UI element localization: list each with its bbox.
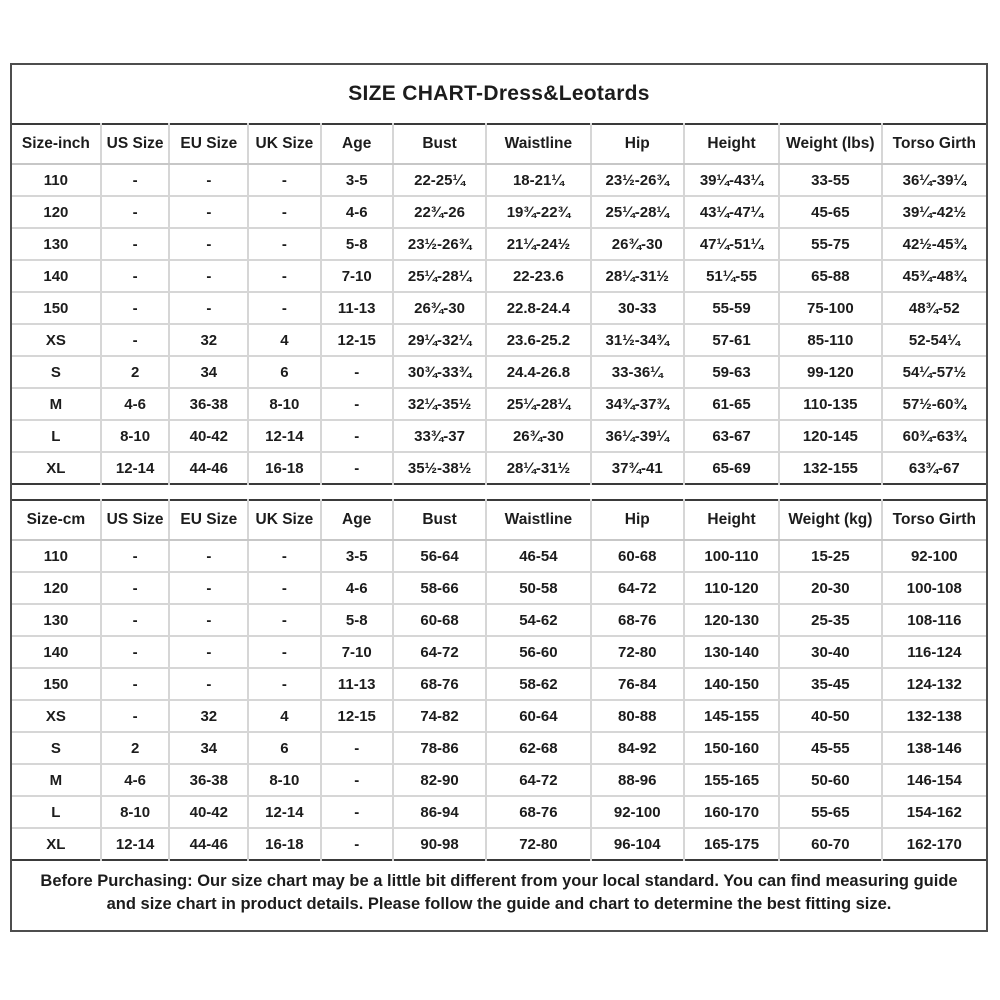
table-cell: 140-150 <box>684 668 779 700</box>
table-cell: 29¼-32¼ <box>393 324 486 356</box>
table-cell: 110 <box>43 171 68 189</box>
table-cell: - <box>248 292 320 324</box>
table-cell: 32¼-35½ <box>393 388 486 420</box>
column-header: Weight (kg) <box>779 500 882 540</box>
table-cell: 19¾-22¾ <box>486 196 590 228</box>
table-cell: 37¾-41 <box>591 452 684 484</box>
table-cell: - <box>169 604 248 636</box>
column-header: Hip <box>591 124 684 164</box>
table-cell: 56-64 <box>393 540 486 572</box>
column-header: Size-cm <box>12 500 101 540</box>
table-cell: 30-33 <box>591 292 684 324</box>
column-header: Bust <box>393 500 486 540</box>
table-cell: - <box>248 260 320 292</box>
table-cell: 60-68 <box>393 604 486 636</box>
table-cell: 100-110 <box>684 540 779 572</box>
table-cell: - <box>101 572 170 604</box>
table-cell: 36¼-39¼ <box>882 164 986 196</box>
table-cell: M <box>12 388 101 420</box>
table-cell: - <box>321 732 393 764</box>
table-cell: 64-72 <box>393 636 486 668</box>
table-cell: - <box>248 668 320 700</box>
table-row <box>12 324 986 356</box>
table-cell: 68-76 <box>591 604 684 636</box>
table-cell: 160-170 <box>684 796 779 828</box>
table-cell: 132-155 <box>779 452 882 484</box>
table-row <box>12 420 986 452</box>
table-cell: 45-65 <box>779 196 882 228</box>
purchase-note: Before Purchasing: Our size chart may be a little bit different from your local standard. You can find measuring guide and size chart in product details. Please follow the guide and chart to determine the best fitting size. <box>40 872 958 914</box>
table-cell: L <box>12 420 101 452</box>
table-cell: XL <box>12 452 101 484</box>
table-cell: - <box>169 228 248 260</box>
table-cell: - <box>101 292 170 324</box>
table-cell: 11-13 <box>321 668 393 700</box>
table-cell: 60-68 <box>591 540 684 572</box>
table-cell: - <box>101 700 170 732</box>
table-cell: 30¾-33¾ <box>393 356 486 388</box>
table-cell: 22.8-24.4 <box>486 292 590 324</box>
table-row <box>12 668 986 700</box>
table-cell: 26¾-30 <box>393 292 486 324</box>
column-header: Height <box>684 500 779 540</box>
size-table-inch <box>12 123 986 485</box>
table-cell: M <box>12 764 101 796</box>
table-cell: S <box>12 732 101 764</box>
table-cell: 6 <box>248 356 320 388</box>
table-cell: - <box>101 636 170 668</box>
table-cell: 33-55 <box>779 164 882 196</box>
table-row <box>12 452 986 484</box>
table-cell: - <box>169 636 248 668</box>
table-cell: - <box>248 636 320 668</box>
table-cell: 23.6-25.2 <box>486 324 590 356</box>
table-cell: 57-61 <box>684 324 779 356</box>
table-cell: 120-145 <box>779 420 882 452</box>
table-cell: - <box>321 356 393 388</box>
table-cell: 47¼-51¼ <box>684 228 779 260</box>
table-cell: XS <box>12 324 101 356</box>
table-cell: 84-92 <box>591 732 684 764</box>
table-cell: 8-10 <box>248 764 320 796</box>
table-cell: 90-98 <box>393 828 486 860</box>
table-cell: 28¼-31½ <box>486 452 590 484</box>
table-cell: - <box>101 260 170 292</box>
table-cell: 63¾-67 <box>882 452 986 484</box>
table-row <box>12 196 986 228</box>
table-cell: 31½-34¾ <box>591 324 684 356</box>
table-cell: 22¾-26 <box>393 196 486 228</box>
column-header: EU Size <box>169 124 248 164</box>
table-cell: 150-160 <box>684 732 779 764</box>
table-cell: 150 <box>12 668 101 700</box>
table-cell: 6 <box>248 732 320 764</box>
column-header: Waistline <box>486 500 590 540</box>
table-cell: - <box>101 540 170 572</box>
table-cell: 33¾-37 <box>393 420 486 452</box>
table-cell: 110-135 <box>779 388 882 420</box>
table-cell: 39¼-42½ <box>882 196 986 228</box>
table-row <box>12 732 986 764</box>
table-cell: - <box>101 324 170 356</box>
table-cell: 12-15 <box>321 324 393 356</box>
table-cell: 130 <box>12 604 101 636</box>
table-cell: 48¾-52 <box>882 292 986 324</box>
table-cell: 58-62 <box>486 668 590 700</box>
table-cell: 25¼-28¼ <box>591 196 684 228</box>
table-cell: 130 <box>12 228 101 260</box>
table-cell: 75-100 <box>779 292 882 324</box>
table-cell: - <box>321 828 393 860</box>
table-cell: 36-38 <box>169 764 248 796</box>
table-cell: 51¼-55 <box>684 260 779 292</box>
table-cell: - <box>101 164 170 196</box>
column-header: Torso Girth <box>882 500 986 540</box>
table-cell: - <box>248 228 320 260</box>
table-cell: 30-40 <box>779 636 882 668</box>
column-header: Age <box>321 500 393 540</box>
table-cell: 68-76 <box>486 796 590 828</box>
column-header: UK Size <box>248 124 320 164</box>
table-cell: 35-45 <box>779 668 882 700</box>
table-cell: 3-5 <box>321 540 393 572</box>
table-cell: 60-70 <box>779 828 882 860</box>
table-row <box>12 828 986 860</box>
column-header: Height <box>684 124 779 164</box>
table-cell: 57½-60¾ <box>882 388 986 420</box>
table-cell: 12-15 <box>321 700 393 732</box>
table-cell: 60-64 <box>486 700 590 732</box>
table-cell: 40-42 <box>169 420 248 452</box>
column-header: Age <box>321 124 393 164</box>
table-cell: 26¾-30 <box>591 228 684 260</box>
table-cell: - <box>169 292 248 324</box>
table-cell: - <box>101 196 170 228</box>
table-cell: - <box>101 668 170 700</box>
table-cell: 34 <box>169 356 248 388</box>
table-row <box>12 604 986 636</box>
size-table-cm-body <box>12 540 986 860</box>
table-cell: 25¼-28¼ <box>393 260 486 292</box>
table-cell: 100-108 <box>882 572 986 604</box>
table-cell: 108-116 <box>882 604 986 636</box>
table-cell: 61-65 <box>684 388 779 420</box>
table-cell: 145-155 <box>684 700 779 732</box>
table-cell: 16-18 <box>248 452 320 484</box>
table-cell: 35½-38½ <box>393 452 486 484</box>
table-cell: 155-165 <box>684 764 779 796</box>
table-cell: 60¾-63¾ <box>882 420 986 452</box>
table-cell: 54¼-57½ <box>882 356 986 388</box>
table-cell: 34¾-37¾ <box>591 388 684 420</box>
table-cell: 7-10 <box>321 636 393 668</box>
table-cell: - <box>169 164 248 196</box>
table-cell: 120-130 <box>684 604 779 636</box>
table-cell: 140 <box>12 636 101 668</box>
table-cell: 52-54¼ <box>882 324 986 356</box>
table-row <box>12 700 986 732</box>
table-cell: 80-88 <box>591 700 684 732</box>
table-cell: 162-170 <box>882 828 986 860</box>
table-cell: 8-10 <box>101 420 170 452</box>
table-cell: 130-140 <box>684 636 779 668</box>
column-header: Hip <box>591 500 684 540</box>
table-cell: - <box>248 540 320 572</box>
table-cell: 150 <box>12 292 101 324</box>
table-cell: 59-63 <box>684 356 779 388</box>
table-cell: 24.4-26.8 <box>486 356 590 388</box>
table-row <box>12 764 986 796</box>
table-row <box>12 164 986 196</box>
table-cell: 4-6 <box>321 196 393 228</box>
table-cell: 68-76 <box>393 668 486 700</box>
table-cell: 120 <box>12 572 101 604</box>
table-cell: 64-72 <box>486 764 590 796</box>
table-cell: 132-138 <box>882 700 986 732</box>
table-cell: 110-120 <box>684 572 779 604</box>
table-row <box>12 228 986 260</box>
table-cell: 44-46 <box>169 452 248 484</box>
table-cell: - <box>321 764 393 796</box>
table-cell: 58-66 <box>393 572 486 604</box>
table-cell: 3-5 <box>321 164 393 196</box>
table-cell: L <box>12 796 101 828</box>
table-cell: 140 <box>12 260 101 292</box>
table-cell: 55-59 <box>684 292 779 324</box>
table-cell: 12-14 <box>248 796 320 828</box>
table-cell: 7-10 <box>321 260 393 292</box>
table-row <box>12 540 986 572</box>
table-cell: - <box>101 604 170 636</box>
table-cell: 63-67 <box>684 420 779 452</box>
table-cell: 12-14 <box>101 828 170 860</box>
table-cell: 4-6 <box>321 572 393 604</box>
table-cell: 120 <box>12 196 101 228</box>
table-cell: 32 <box>169 324 248 356</box>
table-cell: 12-14 <box>248 420 320 452</box>
table-cell: 85-110 <box>779 324 882 356</box>
table-cell: 45¾-48¾ <box>882 260 986 292</box>
table-cell: 44-46 <box>169 828 248 860</box>
table-cell: - <box>248 196 320 228</box>
table-cell: 4-6 <box>101 388 170 420</box>
table-cell: XS <box>12 700 101 732</box>
table-row <box>12 356 986 388</box>
table-cell: 34 <box>169 732 248 764</box>
table-cell: - <box>321 452 393 484</box>
table-cell: - <box>101 228 170 260</box>
header-row <box>12 500 986 540</box>
table-cell: 23½-26¾ <box>393 228 486 260</box>
table-cell: 32 <box>169 700 248 732</box>
table-cell: 55-65 <box>779 796 882 828</box>
table-cell: 72-80 <box>591 636 684 668</box>
table-cell: 22-23.6 <box>486 260 590 292</box>
table-gap <box>12 485 986 499</box>
table-cell: 92-100 <box>882 540 986 572</box>
table-cell: 26¾-30 <box>486 420 590 452</box>
table-cell: 11-13 <box>321 292 393 324</box>
column-header: Size-inch <box>12 124 101 164</box>
table-cell: 12-14 <box>101 452 170 484</box>
table-cell: 40-42 <box>169 796 248 828</box>
header-row <box>12 124 986 164</box>
table-cell: 36-38 <box>169 388 248 420</box>
table-cell: 8-10 <box>248 388 320 420</box>
table-cell: 46-54 <box>486 540 590 572</box>
column-header: Torso Girth <box>882 124 986 164</box>
table-cell: 65-69 <box>684 452 779 484</box>
table-cell: 42½-45¾ <box>882 228 986 260</box>
table-row <box>12 388 986 420</box>
table-cell: 82-90 <box>393 764 486 796</box>
table-cell: 62-68 <box>486 732 590 764</box>
table-cell: 2 <box>101 732 170 764</box>
table-cell: 25-35 <box>779 604 882 636</box>
table-cell: 76-84 <box>591 668 684 700</box>
table-cell: 16-18 <box>248 828 320 860</box>
table-cell: 40-50 <box>779 700 882 732</box>
table-cell: 65-88 <box>779 260 882 292</box>
table-cell: 2 <box>101 356 170 388</box>
table-cell: 50-60 <box>779 764 882 796</box>
table-cell: 86-94 <box>393 796 486 828</box>
table-cell: - <box>248 164 320 196</box>
size-table-inch-body <box>12 164 986 484</box>
table-cell: 116-124 <box>882 636 986 668</box>
table-cell: 4 <box>248 700 320 732</box>
column-header: UK Size <box>248 500 320 540</box>
table-cell: - <box>321 420 393 452</box>
table-cell: - <box>321 796 393 828</box>
table-cell: 74-82 <box>393 700 486 732</box>
table-cell: 72-80 <box>486 828 590 860</box>
column-header: EU Size <box>169 500 248 540</box>
table-cell: 22-25¼ <box>393 164 486 196</box>
table-cell: - <box>169 668 248 700</box>
table-cell: 28¼-31½ <box>591 260 684 292</box>
table-cell: 4-6 <box>101 764 170 796</box>
table-cell: - <box>321 388 393 420</box>
table-cell: 78-86 <box>393 732 486 764</box>
table-cell: 99-120 <box>779 356 882 388</box>
table-row <box>12 292 986 324</box>
table-cell: - <box>169 196 248 228</box>
table-cell: 55-75 <box>779 228 882 260</box>
table-cell: 4 <box>248 324 320 356</box>
table-cell: 8-10 <box>101 796 170 828</box>
table-cell: - <box>248 572 320 604</box>
table-cell: 33-36¼ <box>591 356 684 388</box>
table-cell: XL <box>12 828 101 860</box>
table-cell: 43¼-47¼ <box>684 196 779 228</box>
table-cell: 124-132 <box>882 668 986 700</box>
table-cell: 25¼-28¼ <box>486 388 590 420</box>
table-row <box>12 796 986 828</box>
table-cell: 15-25 <box>779 540 882 572</box>
column-header: Waistline <box>486 124 590 164</box>
page-title: SIZE CHART-Dress&Leotards <box>348 82 650 105</box>
table-cell: - <box>169 260 248 292</box>
size-table-cm-header <box>12 500 986 540</box>
table-cell: 92-100 <box>591 796 684 828</box>
table-cell: 88-96 <box>591 764 684 796</box>
column-header: US Size <box>101 124 170 164</box>
table-cell: 165-175 <box>684 828 779 860</box>
table-cell: 5-8 <box>321 228 393 260</box>
table-cell: 54-62 <box>486 604 590 636</box>
table-cell: - <box>248 604 320 636</box>
column-header: US Size <box>101 500 170 540</box>
table-cell: 146-154 <box>882 764 986 796</box>
table-cell: - <box>169 540 248 572</box>
table-cell: 39¼-43¼ <box>684 164 779 196</box>
table-cell: S <box>12 356 101 388</box>
column-header: Bust <box>393 124 486 164</box>
table-cell: 18-21¼ <box>486 164 590 196</box>
table-cell: - <box>169 572 248 604</box>
table-row <box>12 636 986 668</box>
table-cell: 110 <box>43 547 68 565</box>
table-cell: 154-162 <box>882 796 986 828</box>
table-row <box>12 572 986 604</box>
size-table-cm <box>12 499 986 861</box>
table-cell: 138-146 <box>882 732 986 764</box>
table-cell: 23½-26¾ <box>591 164 684 196</box>
size-table-inch-header <box>12 124 986 164</box>
table-cell: 5-8 <box>321 604 393 636</box>
table-cell: 50-58 <box>486 572 590 604</box>
table-cell: 96-104 <box>591 828 684 860</box>
size-chart-sheet <box>10 63 988 932</box>
column-header: Weight (lbs) <box>779 124 882 164</box>
table-cell: 45-55 <box>779 732 882 764</box>
table-cell: 64-72 <box>591 572 684 604</box>
table-cell: 20-30 <box>779 572 882 604</box>
table-cell: 36¼-39¼ <box>591 420 684 452</box>
table-cell: 21¼-24½ <box>486 228 590 260</box>
table-cell: 56-60 <box>486 636 590 668</box>
table-row <box>12 260 986 292</box>
